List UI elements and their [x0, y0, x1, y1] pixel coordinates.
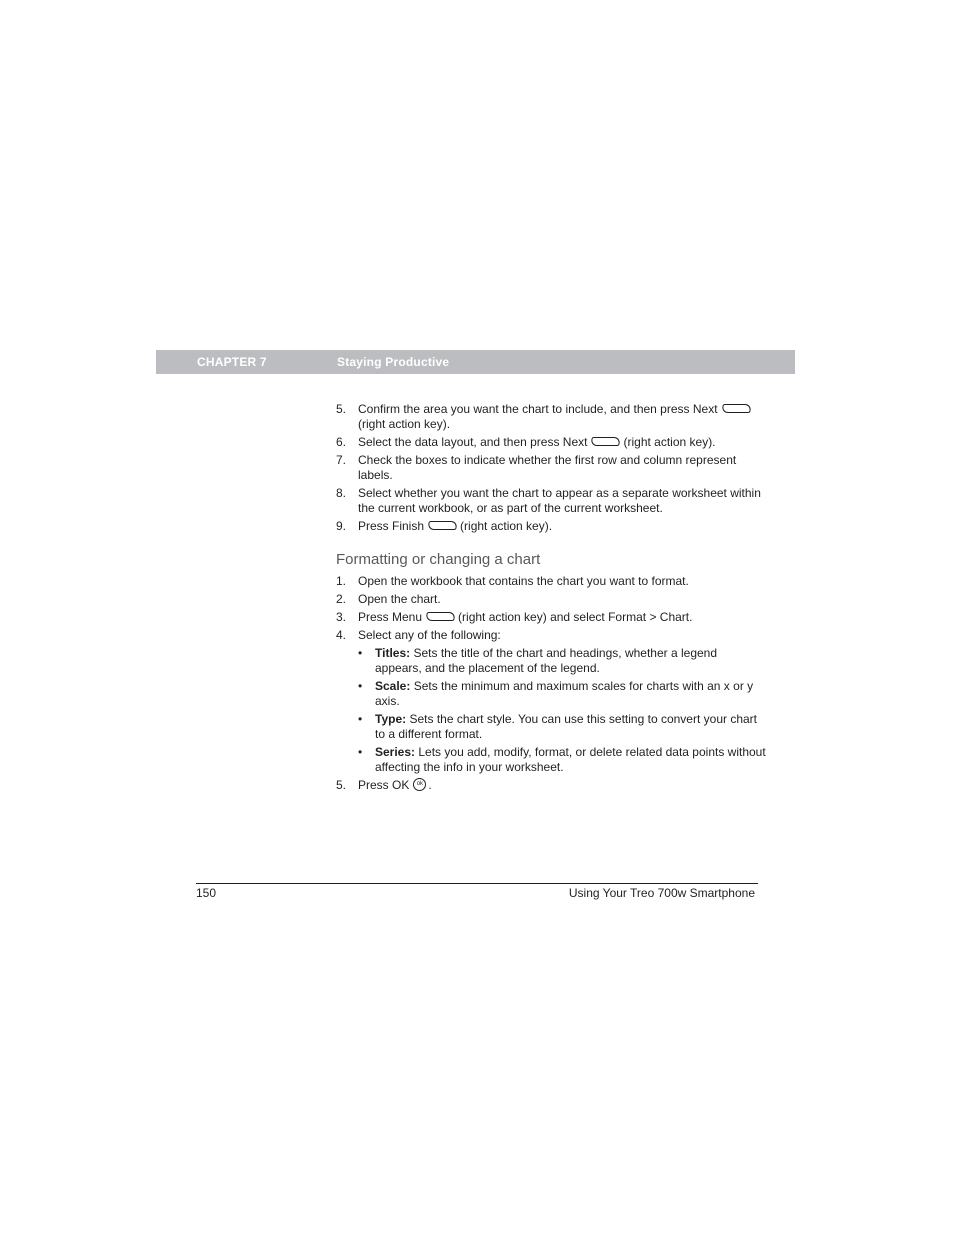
step-text: Open the chart.: [358, 592, 441, 606]
option-description: Sets the minimum and maximum scales for charts with an x or y axis.: [375, 679, 754, 708]
bullet-icon: •: [358, 679, 363, 693]
step-text: (right action key) and select Format > Chart.: [458, 610, 693, 624]
bullet-icon: •: [358, 745, 363, 759]
step-6-data-layout: [336, 435, 766, 450]
step-text: Select whether you want the chart to appear as a separate worksheet within the current workbook, or as part of the current worksheet.: [358, 486, 761, 515]
page-number: 150: [196, 886, 217, 900]
ok-key-icon: ok: [413, 778, 426, 791]
step-text: Open the workbook that contains the chart you want to format.: [358, 574, 689, 588]
step-text: Confirm the area you want the chart to include, and then press Next: [358, 402, 718, 416]
step-text: Check the boxes to indicate whether the first row and column represent labels.: [358, 453, 737, 482]
option-scale: [358, 679, 766, 709]
step-2-open-chart: [336, 592, 766, 607]
option-description: Lets you add, modify, format, or delete related data points without affecting the info in your worksheet.: [375, 745, 766, 774]
step-number: 7.: [336, 453, 347, 467]
step-text: .: [428, 778, 432, 792]
step-number: 8.: [336, 486, 347, 500]
footer-divider: [196, 883, 758, 884]
step-number: 1.: [336, 574, 347, 588]
step-text: (right action key).: [623, 435, 716, 449]
option-titles: [358, 646, 766, 676]
option-description: Sets the chart style. You can use this setting to convert your chart to a different format.: [375, 712, 757, 741]
step-number: 9.: [336, 519, 347, 533]
right-action-key-icon: [721, 404, 752, 413]
step-1-open-workbook: [336, 574, 766, 589]
step-8-chart-location: [336, 486, 766, 516]
option-list: [358, 646, 766, 775]
option-description: Sets the title of the chart and headings, whether a legend appears, and the placement of the legend.: [375, 646, 718, 675]
step-text: Press Menu: [358, 610, 423, 624]
step-text: (right action key).: [460, 519, 553, 533]
section-title: Staying Productive: [337, 355, 450, 369]
page-content: [336, 402, 766, 796]
right-action-key-icon: [427, 521, 458, 530]
step-text: Press OK: [358, 778, 410, 792]
step-number: 6.: [336, 435, 347, 449]
step-number: 4.: [336, 628, 347, 642]
step-7-check-boxes: [336, 453, 766, 483]
step-number: 5.: [336, 402, 347, 416]
step-number: 3.: [336, 610, 347, 624]
option-term: Scale:: [375, 679, 411, 693]
bullet-icon: •: [358, 646, 363, 660]
right-action-key-icon: [425, 612, 456, 621]
section-heading: Formatting or changing a chart: [336, 551, 541, 568]
option-term: Type:: [375, 712, 407, 726]
step-9-press-finish: [336, 519, 766, 534]
step-text: Select any of the following:: [358, 628, 501, 642]
step-5-confirm-area: [336, 402, 766, 432]
step-5-press-ok: [336, 778, 766, 793]
chapter-header-bar: [156, 350, 795, 374]
step-text: Press Finish: [358, 519, 425, 533]
right-action-key-icon: [591, 437, 622, 446]
chapter-label: CHAPTER 7: [197, 355, 267, 369]
book-title: Using Your Treo 700w Smartphone: [568, 886, 755, 900]
step-3-press-menu: [336, 610, 766, 625]
step-number: 2.: [336, 592, 347, 606]
step-number: 5.: [336, 778, 347, 792]
step-text: Select the data layout, and then press Next: [358, 435, 588, 449]
step-4-select-options: [336, 628, 766, 775]
option-term: Series:: [375, 745, 416, 759]
bullet-icon: •: [358, 712, 363, 726]
step-text: (right action key).: [358, 417, 451, 431]
option-series: [358, 745, 766, 775]
option-type: [358, 712, 766, 742]
option-term: Titles:: [375, 646, 411, 660]
